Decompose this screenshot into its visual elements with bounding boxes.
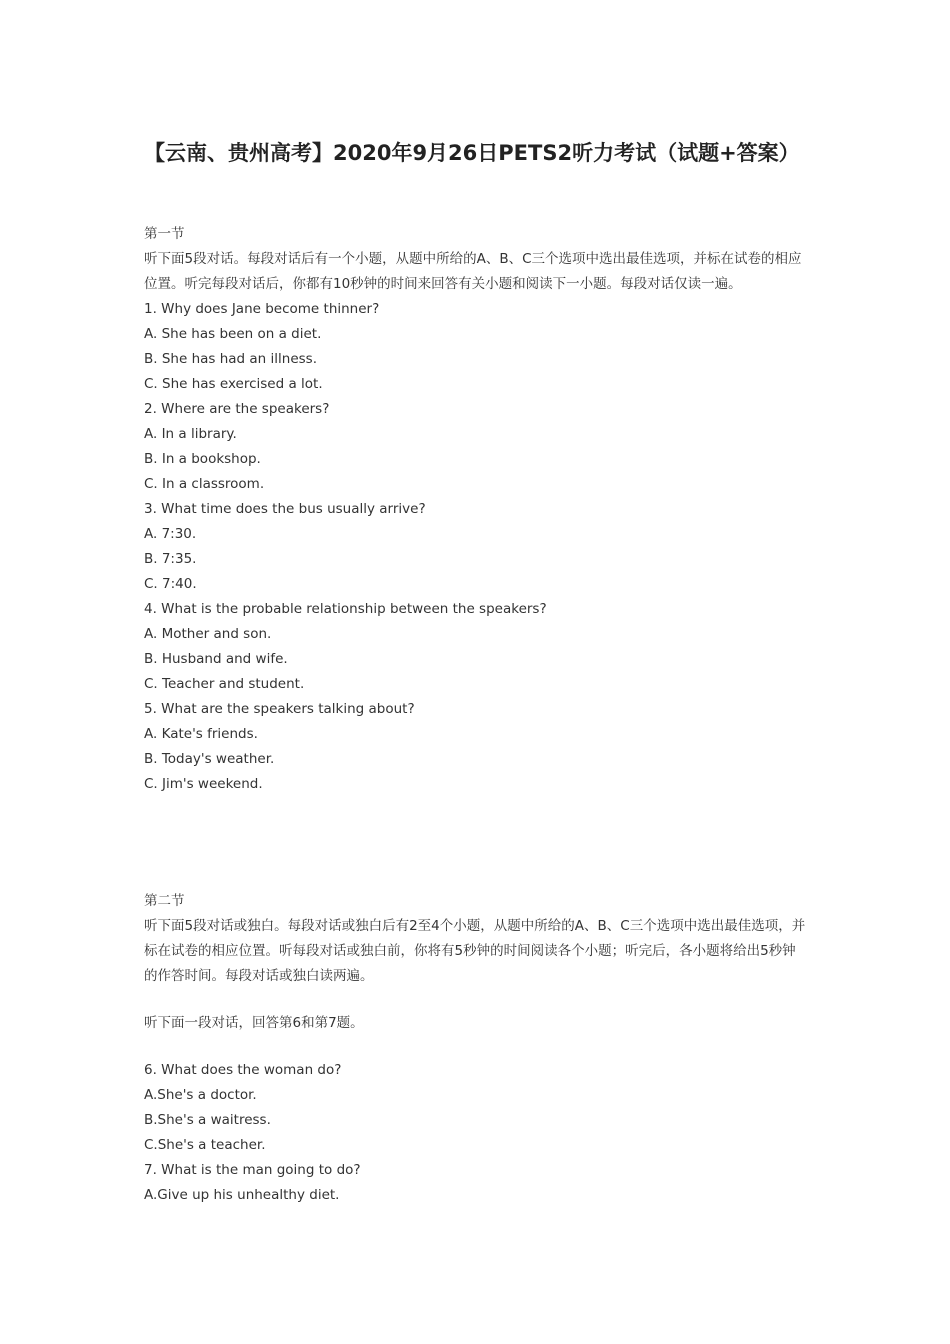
section-1-instructions: 听下面5段对话。每段对话后有一个小题，从题中所给的A、B、C三个选项中选出最佳选项，并标在试卷的相应位置。听完每段对话后，你都有10秒钟的时间来回答有关小题和阅读下一小题。每段对话仅读一遍。 — [144, 251, 802, 292]
option-line: B. She has had an illness. — [144, 351, 318, 367]
question-line: 4. What is the probable relationship between the speakers? — [144, 601, 547, 617]
option-line: C.She's a teacher. — [144, 1137, 266, 1153]
option-line: B. Husband and wife. — [144, 651, 288, 667]
question-line: 6. What does the woman do? — [144, 1062, 342, 1078]
document-title: 【云南、贵州高考】2020年9月26日PETS2听力考试（试题+答案） — [144, 141, 800, 165]
option-line: C. She has exercised a lot. — [144, 376, 323, 392]
option-line: A. Mother and son. — [144, 626, 272, 642]
section-1-heading: 第一节 — [144, 226, 185, 242]
question-line: 7. What is the man going to do? — [144, 1162, 361, 1178]
option-line: C. In a classroom. — [144, 476, 265, 492]
section-2-questions — [144, 1058, 808, 1208]
option-line: A. Kate's friends. — [144, 726, 258, 742]
question-line: 5. What are the speakers talking about? — [144, 701, 415, 717]
option-line: C. Jim's weekend. — [144, 776, 263, 792]
option-line: A. 7:30. — [144, 526, 197, 542]
option-line: B. 7:35. — [144, 551, 197, 567]
option-line: B. In a bookshop. — [144, 451, 261, 467]
question-line: 2. Where are the speakers? — [144, 401, 330, 417]
section-2-instructions: 听下面5段对话或独白。每段对话或独白后有2至4个小题，从题中所给的A、B、C三个选项中选出最佳选项，并标在试卷的相应位置。听每段对话或独白前，你将有5秒钟的时间阅读各个小题；听完后，各小题将给出5秒钟的作答时间。每段对话或独白读两遍。 — [144, 918, 806, 984]
section-2-heading: 第二节 — [144, 893, 185, 909]
question-line: 3. What time does the bus usually arrive? — [144, 501, 426, 517]
section-1-questions — [144, 297, 808, 797]
option-line: A.She's a doctor. — [144, 1087, 257, 1103]
option-line: C. Teacher and student. — [144, 676, 305, 692]
option-line: A. She has been on a diet. — [144, 326, 322, 342]
option-line: B.She's a waitress. — [144, 1112, 271, 1128]
section-1 — [144, 222, 808, 797]
option-line: A.Give up his unhealthy diet. — [144, 1187, 340, 1203]
option-line: B. Today's weather. — [144, 751, 275, 767]
question-line: 1. Why does Jane become thinner? — [144, 301, 380, 317]
dialogue-intro: 听下面一段对话，回答第6和第7题。 — [144, 1015, 364, 1031]
section-2 — [144, 889, 808, 1208]
option-line: C. 7:40. — [144, 576, 197, 592]
option-line: A. In a library. — [144, 426, 237, 442]
